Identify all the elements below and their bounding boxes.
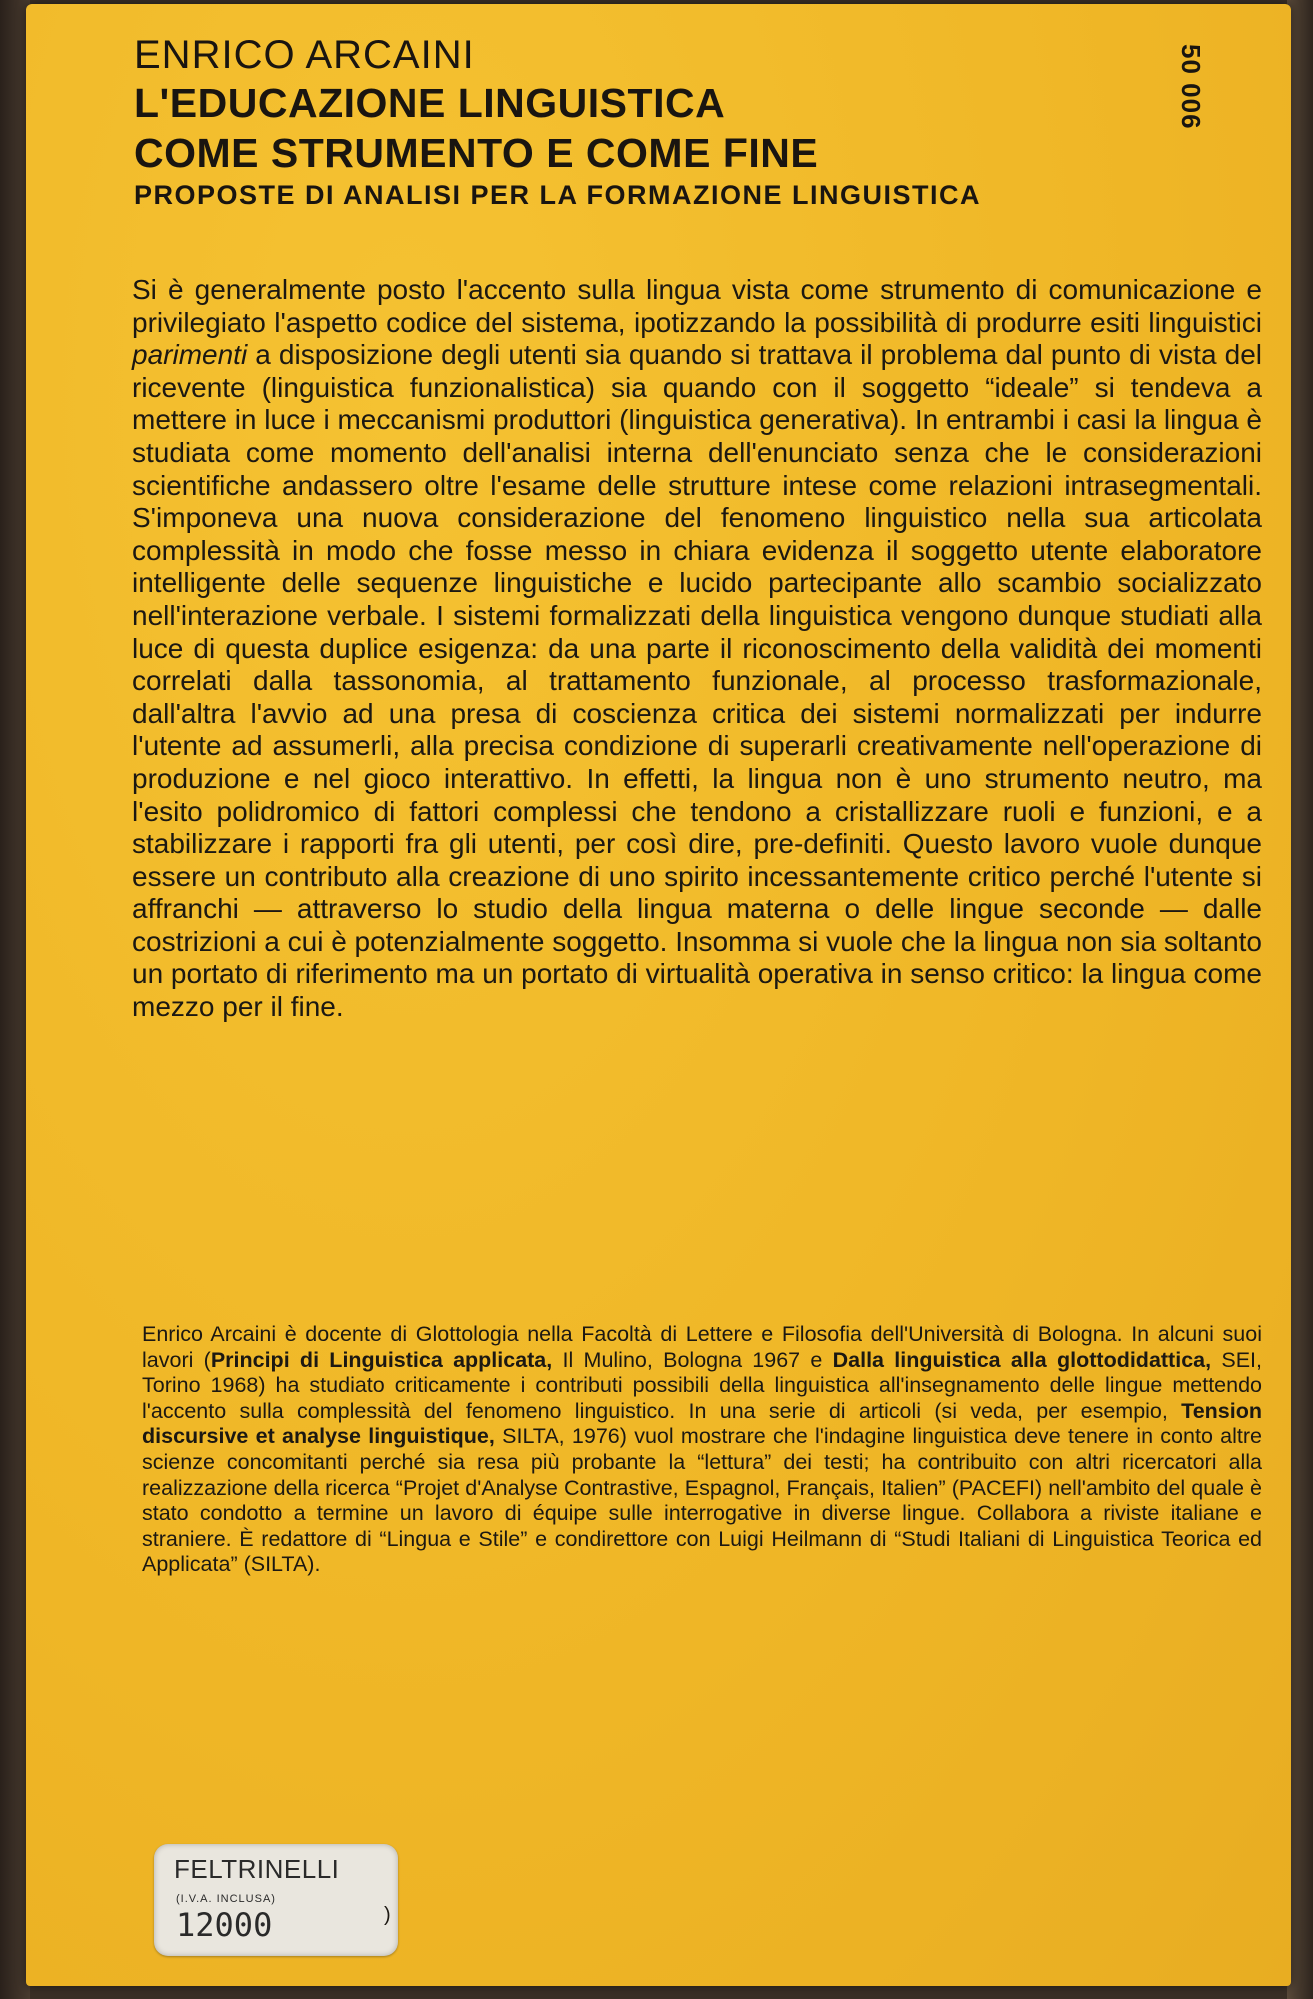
sticker-price: 12000 [176,1906,273,1944]
author-name: ENRICO ARCAINI [134,33,475,77]
sticker-tax-note: (I.V.A. INCLUSA) [176,1893,276,1905]
blurb-emphasis: parimenti [132,339,248,371]
book-title-line-2: COME STRUMENTO E COME FINE [134,130,819,176]
bio-work-2: Dalla linguistica alla glottodidattica, [832,1347,1212,1372]
bio-text-1: Enrico Arcaini è docente di Glottologia nella Facoltà di Lettere e Filosofia dell'Università di Bologna. In alcuni suoi lavori ( [142,1322,1262,1372]
book-subtitle: PROPOSTE DI ANALISI PER LA FORMAZIONE LINGUISTICA [134,180,982,210]
book-back-cover [26,4,1291,1986]
sticker-brand: FELTRINELLI [174,1854,340,1884]
cover-header [134,32,1174,212]
bio-text-3: SEI, Torino 1968) ha studiato criticamente i contributi possibili della linguistica all'insegnamento delle lingue mettendo l'accento sulla complessità del fenomeno linguistico. In una serie di articoli (si veda, per esempio, [142,1347,1262,1423]
price-sticker [154,1844,398,1956]
bio-work-1: Principi di Linguistica applicata, [210,1347,553,1372]
bio-work-3: Tension discursive et analyse linguistique, [142,1398,1262,1449]
blurb-part-2: a disposizione degli utenti sia quando si trattava il problema dal punto di vista del ricevente (linguistica funzionalistica) sia quando con il soggetto “ideale” si tendeva a mettere in luce i meccanismi produttori (linguistica generativa). In entrambi i casi la lingua è studiata come momento dell'analisi interna dell'enunciato senza che le considerazioni scientifiche andassero oltre l'esame delle strutture intese come relazioni intrasegmentali. S'imponeva una nuova considerazione del fenomeno linguistico nella sua articolata complessità in modo che fosse messo in chiara evidenza il soggetto utente elaboratore intelligente delle sequenze linguistiche e lucido partecipante allo scambio socializzato nell'interazione verbale. I sistemi formalizzati della linguistica vengono dunque studiati alla luce di questa duplice esigenza: da una parte il riconoscimento della validità dei momenti correlati dalla tassonomia, al trattamento funzionale, al processo trasformazionale, dall'altra l'avvio ad una presa di coscienza critica dei sistemi normalizzati per indurre l'utente ad assumerli, alla precisa condizione di superarli creativamente nell'operazione di produzione e nel gioco interattivo. In effetti, la lingua non è uno strumento neutro, ma l'esito polidromico di fattori complessi che tendono a cristallizzare ruoli e funzioni, e a stabilizzare i rapporti fra gli utenti, per così dire, pre-definiti. Questo lavoro vuole dunque essere un contributo alla creazione di uno spirito incessantemente critico perché l'utente si affranchi — attraverso lo studio della lingua materna o delle lingue seconde — dalle costrizioni a cui è potenzialmente soggetto. Insomma si vuole che la lingua non sia soltanto un portato di riferimento ma un portato di virtualità operativa in senso critico: la lingua come mezzo per il fine. [132,339,1262,1023]
sticker-paren: ) [384,1904,391,1926]
bio-text-2: Il Mulino, Bologna 1967 e [552,1347,833,1372]
author-bio [142,1322,1262,1578]
bio-text-4: SILTA, 1976) vuol mostrare che l'indagine linguistica deve tenere in conto altre scienze concomitanti perché sia resa più probante la “lettura” dei testi; ha contribuito con altri ricercatori alla realizzazione della ricerca “Projet d'Analyse Contrastive, Espagnol, Français, Italien” (PACEFI) nell'ambito del quale è stato condotto a termine un lavoro di équipe sulle interrogative in diverse lingue. Collabora a riviste italiane e straniere. È redattore di “Lingua e Stile” e condirettore con Luigi Heilmann di “Studi Italiani di Linguistica Teorica ed Applicata” (SILTA). [142,1424,1263,1577]
catalog-number: 50 006 [1176,44,1206,130]
book-title-line-1: L'EDUCAZIONE LINGUISTICA [134,80,726,126]
blurb-text [132,274,1262,1024]
blurb-part-1: Si è generalmente posto l'accento sulla lingua vista come strumento di comunicazione e privilegiato l'aspetto codice del sistema, ipotizzando la possibilità di produrre esiti linguistici [132,274,1262,338]
